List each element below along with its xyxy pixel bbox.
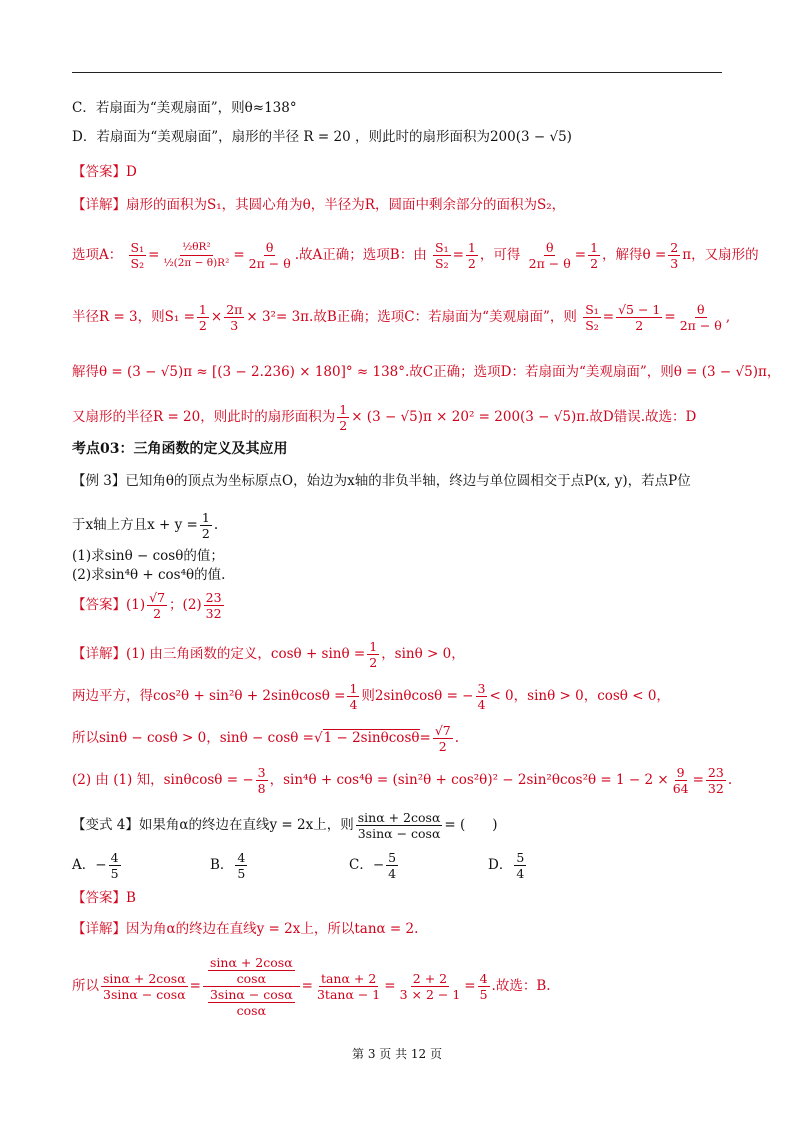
text: 两边平方，得cos²θ + sin²θ + 2sinθcosθ = bbox=[72, 688, 346, 704]
text: = bbox=[464, 978, 476, 994]
fraction-s1-s2 bbox=[583, 302, 601, 333]
solution-line-ab: 选项A： $\frac{\text{S₁}}{\text{S₂}}$ = $\frac{\text{½θR²}}{\text{½(2π − θ)R²}}$ = $\frac{\theta}{2\pi - \theta}$ .故A正确；选项B：由 $\frac{\text{S₁}}{\text{S₂}}$ = $\frac{1}{2}$ ，可得 $\frac{\theta}{2\pi - \theta}$ = $\frac{1}{2}$ ，解得θ = $\frac{2}{3}$ π，又扇形的 bbox=[72, 240, 759, 271]
detail-tag: 【详解】 bbox=[72, 197, 126, 213]
numerator: 3 bbox=[257, 765, 266, 780]
fraction-theta bbox=[527, 240, 573, 271]
option-c[interactable] bbox=[349, 850, 400, 881]
text: 又扇形的半径R = 20，则此时的扇形面积为 bbox=[72, 409, 336, 425]
numerator: 1 bbox=[339, 402, 348, 417]
options-row bbox=[72, 850, 722, 884]
text: ；(2) bbox=[169, 597, 202, 613]
fraction-half bbox=[588, 240, 600, 271]
denominator: S₂ bbox=[435, 256, 449, 271]
fraction-half bbox=[466, 240, 478, 271]
denominator: 2 bbox=[153, 606, 162, 621]
denominator: 3sinα − cosα bbox=[357, 826, 441, 841]
numerator: 4 bbox=[237, 850, 246, 865]
denominator: 64 bbox=[672, 781, 689, 796]
text: π，又扇形的 bbox=[682, 247, 759, 263]
denominator: S₂ bbox=[585, 318, 599, 333]
denominator: 2 bbox=[201, 526, 210, 541]
solution-line-d bbox=[72, 402, 696, 433]
numerator: 1 bbox=[349, 681, 358, 696]
text: 所以 bbox=[72, 978, 99, 994]
denominator: 3 × 2 − 1 bbox=[399, 987, 461, 1002]
part-2-solution: (2) 由 (1) 知，sinθcosθ = − $\frac{3}{8}$ ，sin⁴θ + cos⁴θ = (sin²θ + cos²θ)² − 2sin²θcos²θ = 1 − 2 × $\frac{9}{64}$ = $\frac{23}{32}$ . bbox=[72, 765, 733, 796]
numerator: ½θR² bbox=[180, 240, 213, 256]
denominator: 2 bbox=[635, 318, 644, 333]
option-label: C．− bbox=[349, 857, 385, 873]
option-c-line bbox=[72, 99, 297, 117]
fraction-sqrt7-2 bbox=[147, 590, 167, 621]
section-heading bbox=[72, 440, 287, 458]
numerator: 3sinα − cosα bbox=[209, 987, 293, 1002]
solution-line-bc: 半径R = 3，则S₁ = $\frac{1}{2}$ × $\frac{2\pi}{3}$ × 3²= 3π.故B正确；选项C：若扇面为“美观扇面”，则 $\frac{\text{S₁}}{\text{S₂}}$ = $\frac{√5 - 1}{2}$ = $\frac{\theta}{2\pi - \theta}$ , bbox=[72, 302, 731, 333]
numerator: 9 bbox=[676, 765, 685, 780]
denominator: cosα bbox=[236, 1003, 267, 1018]
fraction-23-32 bbox=[706, 765, 726, 796]
option-label: A．− bbox=[72, 857, 107, 873]
text: = ( ) bbox=[444, 817, 498, 833]
numerator: 1 bbox=[201, 510, 210, 525]
option-b[interactable] bbox=[210, 850, 249, 881]
denominator: 2 bbox=[339, 418, 348, 433]
numerator: S₁ bbox=[130, 240, 145, 255]
denominator: cosα bbox=[236, 971, 267, 986]
fraction-three-eighths bbox=[256, 765, 268, 796]
denominator: 2π − θ bbox=[528, 256, 571, 271]
numerator: 4 bbox=[110, 850, 119, 865]
answer-tag: 【答案】 bbox=[72, 597, 126, 613]
fraction-nine-64 bbox=[671, 765, 691, 796]
detail-3 bbox=[72, 920, 418, 938]
answer-3 bbox=[72, 889, 136, 907]
numerator: 2π bbox=[226, 302, 243, 317]
text: ，sin⁴θ + cos⁴θ = (sin²θ + cos²θ)² − 2sin²θcos²θ = 1 − 2 × bbox=[269, 772, 669, 788]
square-both-sides bbox=[72, 681, 670, 712]
detail-tag: 【详解】 bbox=[72, 921, 126, 937]
fraction-two-thirds bbox=[668, 240, 680, 271]
denominator: 5 bbox=[237, 866, 246, 881]
numerator: 3 bbox=[477, 681, 486, 696]
fraction-half bbox=[200, 510, 212, 541]
denominator: 4 bbox=[516, 866, 525, 881]
option-d-text: D．若扇面为“美观扇面”，扇形的半径 R = 20 ，则此时的扇形面积为200(3 − √5) bbox=[72, 129, 572, 145]
numerator: sinα + 2cosα bbox=[357, 810, 441, 825]
detail-tag: 【详解】 bbox=[72, 646, 126, 662]
option-a[interactable] bbox=[72, 850, 123, 881]
answer-1 bbox=[72, 163, 137, 181]
option-label: D． bbox=[488, 857, 513, 873]
text: = 3π.故B正确；选项C：若扇面为“美观扇面”，则 bbox=[275, 309, 577, 325]
numerator: 5 bbox=[516, 850, 525, 865]
denominator: 2 bbox=[467, 256, 476, 271]
fraction-theta bbox=[678, 302, 724, 333]
fraction bbox=[109, 850, 121, 881]
text: ，可得 bbox=[479, 247, 521, 263]
final-computation bbox=[72, 955, 551, 1018]
example-3-line-2: 于x轴上方且x + y = $\frac{1}{2}$ . bbox=[72, 510, 219, 541]
complex-fraction bbox=[203, 955, 300, 1018]
complex-numerator bbox=[203, 955, 300, 987]
solution-line-cd bbox=[72, 363, 780, 381]
page-footer: 第 3 页 共 12 页 bbox=[352, 1047, 442, 1061]
numerator: 1 bbox=[467, 240, 476, 255]
fraction-half bbox=[367, 639, 379, 670]
fraction bbox=[208, 955, 295, 986]
text: ，sinθ > 0， bbox=[381, 646, 465, 662]
text: .故选：B. bbox=[491, 978, 551, 994]
answer-tag: 【答案】 bbox=[72, 890, 126, 906]
numerator: √7 bbox=[149, 590, 166, 605]
denominator: 4 bbox=[477, 697, 486, 712]
option-d-line bbox=[72, 128, 572, 146]
text: = bbox=[692, 772, 704, 788]
denominator: 3 bbox=[670, 256, 679, 271]
fraction-three-quarters bbox=[476, 681, 488, 712]
text: 【例 3】已知角θ的顶点为坐标原点O，始边为x轴的非负半轴，终边与单位圆相交于点P(x, y)，若点P位 bbox=[72, 473, 691, 489]
option-d[interactable] bbox=[488, 850, 528, 881]
numerator: tanα + 2 bbox=[320, 971, 377, 986]
text: × 3² bbox=[246, 309, 276, 325]
denominator: 2 bbox=[198, 318, 207, 333]
numerator: θ bbox=[265, 240, 274, 255]
text: ，解得θ = bbox=[602, 247, 667, 263]
answer-value: D bbox=[126, 164, 137, 180]
text: 【变式 4】如果角α的终边在直线y = 2x上，则 bbox=[72, 817, 354, 833]
fraction-area-ratio bbox=[161, 240, 231, 271]
text: (1) 由三角函数的定义，cosθ + sinθ = bbox=[126, 646, 366, 662]
text: (2)求sin⁴θ + cos⁴θ的值. bbox=[72, 567, 226, 583]
complex-denominator bbox=[206, 987, 297, 1018]
fraction-golden bbox=[616, 302, 662, 333]
numerator: 1 bbox=[590, 240, 599, 255]
sqrt-radicand: 1 − 2sinθcosθ bbox=[323, 730, 420, 746]
variant-4-question bbox=[72, 810, 498, 841]
text: = bbox=[419, 730, 431, 746]
numerator: 2 bbox=[670, 240, 679, 255]
fraction-tan bbox=[315, 971, 382, 1002]
denominator: 32 bbox=[205, 606, 222, 621]
numerator: S₁ bbox=[585, 302, 599, 317]
fraction-sin-alpha bbox=[356, 810, 443, 841]
denominator: 4 bbox=[349, 697, 358, 712]
header-rule bbox=[72, 72, 722, 73]
example-3-line-1 bbox=[72, 472, 691, 490]
text: 于x轴上方且x + y = bbox=[72, 517, 198, 533]
fraction bbox=[514, 850, 526, 881]
fraction bbox=[235, 850, 247, 881]
numerator: √5 − 1 bbox=[618, 302, 661, 317]
text: = bbox=[189, 978, 201, 994]
answer-2 bbox=[72, 590, 226, 621]
denominator: 2π − θ bbox=[679, 318, 722, 333]
numerator: θ bbox=[545, 240, 554, 255]
text: (2) 由 (1) 知，sinθcosθ = − bbox=[72, 772, 254, 788]
numerator: 4 bbox=[479, 971, 488, 986]
numerator: 5 bbox=[388, 850, 397, 865]
denominator: 3 bbox=[230, 318, 239, 333]
denominator: 4 bbox=[388, 866, 397, 881]
denominator: S₂ bbox=[130, 256, 145, 271]
denominator: 2 bbox=[369, 655, 378, 670]
numerator: √7 bbox=[434, 723, 451, 738]
fraction-sin-alpha bbox=[101, 971, 188, 1002]
sin-minus-cos: 所以sinθ − cosθ > 0，sinθ − cosθ =√1 − 2sinθcosθ= $\frac{√7}{2}$ . bbox=[72, 723, 460, 754]
denominator: 8 bbox=[257, 781, 266, 796]
question-1 bbox=[72, 547, 224, 565]
fraction-half bbox=[337, 402, 349, 433]
numerator: 23 bbox=[707, 765, 724, 780]
fraction-sqrt7-2 bbox=[433, 723, 453, 754]
text: 解得θ = (3 − √5)π ≈ [(3 − 2.236) × 180]° ≈ 138°.故C正确；选项D：若扇面为“美观扇面”，则θ = (3 − √5)π， bbox=[72, 364, 781, 380]
heading-text: 考点03：三角函数的定义及其应用 bbox=[72, 441, 288, 457]
text: < 0，sinθ > 0，cosθ < 0， bbox=[489, 688, 670, 704]
denominator: 5 bbox=[479, 987, 488, 1002]
numerator: sinα + 2cosα bbox=[103, 971, 186, 986]
fraction-23-32 bbox=[204, 590, 224, 621]
question-2 bbox=[72, 566, 225, 584]
fraction-half bbox=[197, 302, 209, 333]
text: (1)求sinθ − cosθ的值； bbox=[72, 548, 224, 564]
fraction-one-quarter bbox=[347, 681, 359, 712]
fraction-four-fifths bbox=[478, 971, 490, 1002]
text: 选项A： bbox=[72, 247, 123, 263]
text: .故A正确；选项B：由 bbox=[294, 247, 427, 263]
fraction bbox=[208, 987, 295, 1018]
detail-text: 因为角α的终边在直线y = 2x上，所以tanα = 2. bbox=[126, 921, 419, 937]
denominator: 32 bbox=[707, 781, 724, 796]
numerator: 1 bbox=[369, 639, 378, 654]
detail-2 bbox=[72, 639, 465, 670]
text: 则2sinθcosθ = − bbox=[361, 688, 474, 704]
numerator: 23 bbox=[205, 590, 222, 605]
denominator: ½(2π − θ)R² bbox=[163, 257, 230, 269]
text: 所以sinθ − cosθ > 0，sinθ − cosθ = bbox=[72, 730, 314, 746]
fraction bbox=[386, 850, 398, 881]
fraction-s1-s2 bbox=[433, 240, 451, 271]
denominator: 5 bbox=[110, 866, 119, 881]
text: (1) bbox=[126, 597, 146, 613]
numerator: 1 bbox=[198, 302, 207, 317]
denominator: 2 bbox=[438, 739, 447, 754]
denominator: 2π − θ bbox=[248, 256, 291, 271]
numerator: sinα + 2cosα bbox=[209, 955, 293, 970]
numerator: θ bbox=[696, 302, 705, 317]
fraction-two-pi-3 bbox=[224, 302, 244, 333]
denominator: 3sinα − cosα bbox=[103, 987, 186, 1002]
fraction-s1-s2 bbox=[129, 240, 147, 271]
text: × (3 − √5)π × 20² = 200(3 − √5)π.故D错误.故选：D bbox=[351, 409, 697, 425]
option-label: B． bbox=[210, 857, 234, 873]
denominator: 3tanα − 1 bbox=[316, 987, 381, 1002]
numerator: 2 + 2 bbox=[412, 971, 448, 986]
detail-text: 扇形的面积为S₁，其圆心角为θ，半径为R，圆面中剩余部分的面积为S₂， bbox=[126, 197, 566, 213]
answer-tag: 【答案】 bbox=[72, 164, 126, 180]
text: = bbox=[301, 978, 313, 994]
denominator: 2 bbox=[590, 256, 599, 271]
text: 半径R = 3，则S₁ = bbox=[72, 309, 195, 325]
answer-value: B bbox=[126, 890, 136, 906]
text: = bbox=[384, 978, 396, 994]
fraction-numeric bbox=[398, 971, 463, 1002]
detail-1 bbox=[72, 196, 565, 214]
numerator: S₁ bbox=[435, 240, 449, 255]
fraction-theta bbox=[247, 240, 293, 271]
option-c-text: C．若扇面为“美观扇面”，则θ≈138° bbox=[72, 100, 297, 116]
